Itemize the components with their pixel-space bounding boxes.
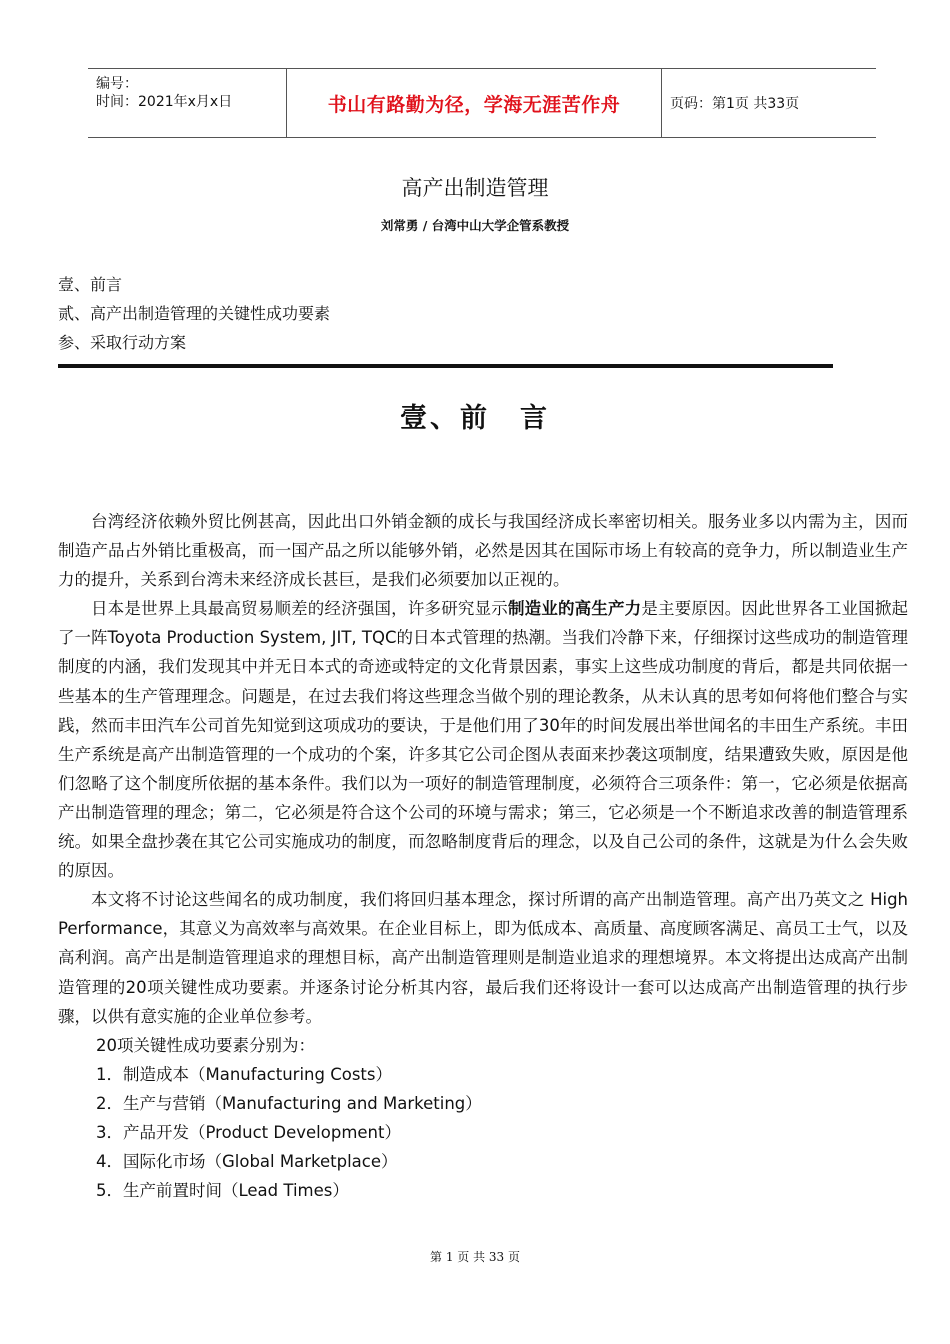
toc-item: 参、采取行动方案 bbox=[58, 333, 187, 352]
body-paragraph: 本文将不讨论这些闻名的成功制度，我们将回归基本理念，探讨所谓的高产出制造管理。高产出乃英文之 High Performance，其意义为高效率与高效果。在企业目标上，即为低成本、高质量、高度顾客满足、高员工士气，以及高利润。高产出是制造管理追求的理想目标，高产出制造管理则是制造业追求的理想境界。本文将提出达成高产出制造管理的20项关键性成功要素。并逐条讨论分析其内容，最后我们还将设计一套可以达成高产出制造管理的执行步骤，以供有意实施的企业单位参考。 bbox=[58, 890, 908, 1026]
list-item: 1．制造成本（Manufacturing Costs） bbox=[96, 1064, 393, 1084]
header-page-label: 页码：第1页 共33页 bbox=[670, 96, 800, 112]
emphasized-text: 制造业的高生产力 bbox=[507, 599, 642, 619]
header-right-cell bbox=[660, 69, 876, 137]
body-paragraph: 台湾经济依赖外贸比例甚高，因此出口外销金额的成长与我国经济成长率密切相关。服务业多以内需为主，因而制造产品占外销比重极高，而一国产品之所以能够外销，必然是因其在国际市场上有较高的竞争力，所以制造业生产力的提升，关系到台湾未来经济成长甚巨，是我们必须要加以正视的。 bbox=[58, 512, 908, 590]
list-intro: 20项关键性成功要素分别为： bbox=[96, 1035, 315, 1055]
header-left-cell bbox=[88, 69, 286, 137]
list-item: 2．生产与营销（Manufacturing and Marketing） bbox=[96, 1093, 482, 1113]
list-item: 3．产品开发（Product Development） bbox=[96, 1122, 401, 1142]
document-author: 刘常勇 / 台湾中山大学企管系教授 bbox=[380, 218, 570, 233]
list-item: 4．国际化市场（Global Marketplace） bbox=[96, 1151, 398, 1171]
page-footer: 第 1 页 共 33 页 bbox=[430, 1250, 520, 1264]
paragraph-text: 日本是世界上具最高贸易顺差的经济强国，许多研究显示 bbox=[91, 599, 508, 619]
document-header bbox=[88, 68, 876, 138]
section-heading: 壹、前 言 bbox=[400, 403, 550, 434]
list-item: 5．生产前置时间（Lead Times） bbox=[96, 1180, 349, 1200]
section-divider bbox=[58, 364, 833, 368]
document-number-label: 编号： bbox=[96, 76, 138, 92]
header-slogan: 书山有路勤为径，学海无涯苦作舟 bbox=[327, 93, 621, 116]
header-middle-cell bbox=[286, 69, 662, 137]
toc-item: 贰、高产出制造管理的关键性成功要素 bbox=[58, 304, 331, 323]
document-body bbox=[58, 507, 908, 1205]
toc-item: 壹、前言 bbox=[58, 275, 123, 294]
table-of-contents bbox=[58, 270, 330, 357]
document-title: 高产出制造管理 bbox=[401, 176, 549, 200]
success-factor-list bbox=[58, 1060, 908, 1205]
paragraph-text: 是主要原因。因此世界各工业国掀起了一阵Toyota Production System, JIT, TQC的日本式管理的热潮。当我们冷静下来，仔细探讨这些成功的制造管理制度的内涵，我们发现其中并无日本式的奇迹或特定的文化背景因素，事实上这些成功制度的背后，都是共同依据一些基本的生产管理理念。问题是，在过去我们将这些理念当做个别的理论教条，从未认真的思考如何将他们整合与实践，然而丰田汽车公司首先知觉到这项成功的要诀，于是他们用了30年的时间发展出举世闻名的丰田生产系统。丰田生产系统是高产出制造管理的一个成功的个案，许多其它公司企图从表面来抄袭这项制度，结果遭致失败，原因是他们忽略了这个制度所依据的基本条件。我们以为一项好的制造管理制度，必须符合三项条件：第一，它必须是依据高产出制造管理的理念；第二，它必须是符合这个公司的环境与需求；第三，它必须是一个不断追求改善的制造管理系统。如果全盘抄袭在其它公司实施成功的制度，而忽略制度背后的理念，以及自己公司的条件，这就是为什么会失败的原因。 bbox=[58, 599, 909, 881]
body-paragraph bbox=[58, 594, 908, 885]
document-time-label: 时间：2021年x月x日 bbox=[96, 94, 233, 110]
